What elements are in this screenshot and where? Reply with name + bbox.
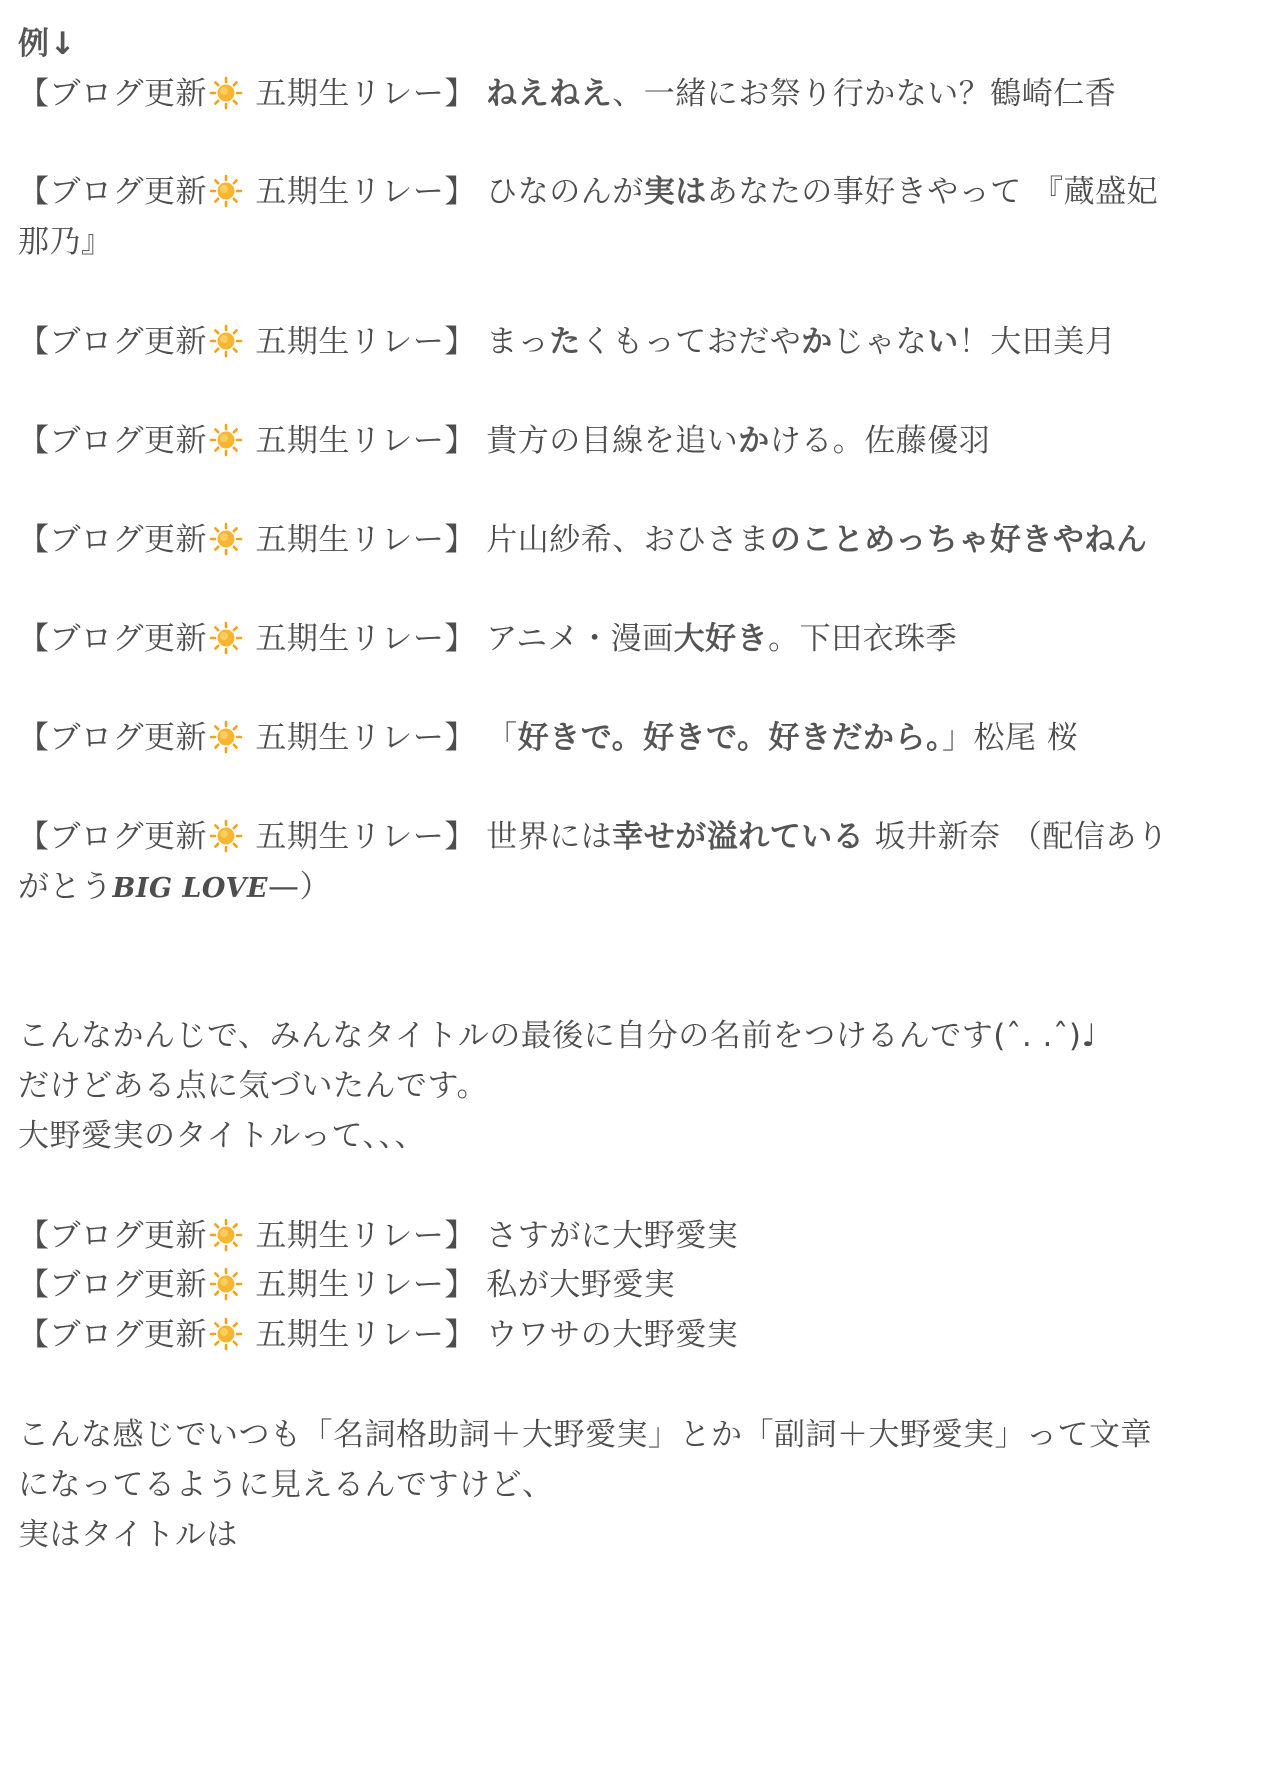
title-text: 世界には xyxy=(486,819,613,855)
prefix-start: 【ブログ更新 xyxy=(18,423,207,459)
sun-icon xyxy=(209,1218,243,1252)
big-love-text: BIG LOVE xyxy=(112,873,268,904)
title-text: 。下田衣珠季 xyxy=(768,621,958,657)
ono-title-line xyxy=(18,1265,675,1305)
prefix-end: 五期生リレー】 xyxy=(245,324,487,360)
prefix-start: 【ブログ更新 xyxy=(18,1317,207,1353)
title-text: ひなのんが xyxy=(486,174,644,210)
example-title-line xyxy=(18,718,1078,758)
sun-icon xyxy=(209,1317,243,1351)
title-bold: い xyxy=(927,324,959,360)
prefix-start: 【ブログ更新 xyxy=(18,76,207,112)
example-title-line xyxy=(18,322,1116,362)
prefix-start: 【ブログ更新 xyxy=(18,819,207,855)
example-title-line xyxy=(18,619,957,659)
title-text: まっ xyxy=(486,324,550,360)
example-title-line xyxy=(18,520,1147,560)
title-text: 貴方の目線を追い xyxy=(486,423,739,459)
sun-icon xyxy=(209,819,243,853)
prefix-end: 五期生リレー】 xyxy=(245,423,487,459)
title-bold: か xyxy=(738,423,770,459)
title-text: ける。佐藤優羽 xyxy=(769,423,991,459)
prefix-end: 五期生リレー】 xyxy=(245,1267,487,1303)
body-text-line: になってるように見えるんですけど、 xyxy=(18,1467,554,1503)
sun-icon xyxy=(209,621,243,655)
prefix-end: 五期生リレー】 xyxy=(245,1218,487,1254)
body-text-line: だけどある点に気づいたんです。 xyxy=(18,1068,489,1104)
title-bold: ねえねえ xyxy=(486,76,613,112)
title-text: 私が大野愛実 xyxy=(486,1267,676,1303)
title-bold: か xyxy=(801,324,833,360)
prefix-end: 五期生リレー】 xyxy=(245,76,487,112)
title-bold: 幸せが溢れている xyxy=(612,819,865,855)
title-text: —） xyxy=(267,869,331,905)
title-bold: た xyxy=(549,324,581,360)
example-title-line xyxy=(18,817,1168,857)
title-bold: のことめっちゃ好きやねん xyxy=(769,522,1148,558)
sun-icon xyxy=(209,76,243,110)
title-text: さすがに大野愛実 xyxy=(486,1218,739,1254)
prefix-start: 【ブログ更新 xyxy=(18,621,207,657)
sun-icon xyxy=(209,423,243,457)
body-text-line: こんなかんじで、みんなタイトルの最後に自分の名前をつけるんです(ˆ. .ˆ)♩ xyxy=(18,1018,1097,1054)
sun-icon xyxy=(209,324,243,358)
title-text: じゃな xyxy=(832,324,928,360)
ono-title-line xyxy=(18,1216,738,1256)
title-text: 」松尾 桜 xyxy=(941,720,1079,756)
prefix-end: 五期生リレー】 xyxy=(245,819,487,855)
example-title-line xyxy=(18,421,990,461)
prefix-end: 五期生リレー】 xyxy=(245,720,487,756)
title-bold: 大好き xyxy=(673,621,769,657)
prefix-start: 【ブログ更新 xyxy=(18,174,207,210)
prefix-end: 五期生リレー】 xyxy=(245,522,487,558)
intro-line xyxy=(18,24,76,64)
example-title-continuation xyxy=(18,867,331,909)
example-title-continuation xyxy=(18,222,113,262)
prefix-end: 五期生リレー】 xyxy=(245,621,487,657)
title-text: 坂井新奈 （配信あり xyxy=(864,819,1169,855)
intro-label: 例 xyxy=(18,26,50,62)
ono-title-line xyxy=(18,1315,738,1355)
title-text: あなたの事好きやって 『蔵盛妃 xyxy=(706,174,1159,210)
title-text: 那乃』 xyxy=(18,224,113,260)
title-text: 「 xyxy=(486,720,518,756)
title-bold: 好きで。好きで。好きだから。 xyxy=(517,720,942,756)
prefix-start: 【ブログ更新 xyxy=(18,522,207,558)
prefix-start: 【ブログ更新 xyxy=(18,1218,207,1254)
sun-icon xyxy=(209,522,243,556)
title-text: ！大田美月 xyxy=(958,324,1117,360)
title-text: くもっておだや xyxy=(580,324,802,360)
down-arrow-icon: ↓ xyxy=(49,26,76,62)
title-bold: 実は xyxy=(643,174,707,210)
sun-icon xyxy=(209,174,243,208)
example-title-line xyxy=(18,74,1116,114)
title-text: 、一緒にお祭り行かない？鶴崎仁香 xyxy=(612,76,1117,112)
prefix-start: 【ブログ更新 xyxy=(18,324,207,360)
body-text-line: こんな感じでいつも「名詞格助詞＋大野愛実」とか「副詞＋大野愛実」って文章 xyxy=(18,1417,1152,1453)
prefix-end: 五期生リレー】 xyxy=(245,1317,487,1353)
title-text: アニメ・漫画 xyxy=(486,621,674,657)
title-text: ウワサの大野愛実 xyxy=(486,1317,739,1353)
prefix-start: 【ブログ更新 xyxy=(18,1267,207,1303)
sun-icon xyxy=(209,720,243,754)
example-title-line xyxy=(18,172,1158,212)
sun-icon xyxy=(209,1267,243,1301)
title-text: 片山紗希、おひさま xyxy=(486,522,770,558)
body-text-line: 大野愛実のタイトルって、、、 xyxy=(18,1118,426,1154)
body-text-line: 実はタイトルは xyxy=(18,1517,238,1553)
title-text: がとう xyxy=(18,869,113,905)
prefix-end: 五期生リレー】 xyxy=(245,174,487,210)
prefix-start: 【ブログ更新 xyxy=(18,720,207,756)
